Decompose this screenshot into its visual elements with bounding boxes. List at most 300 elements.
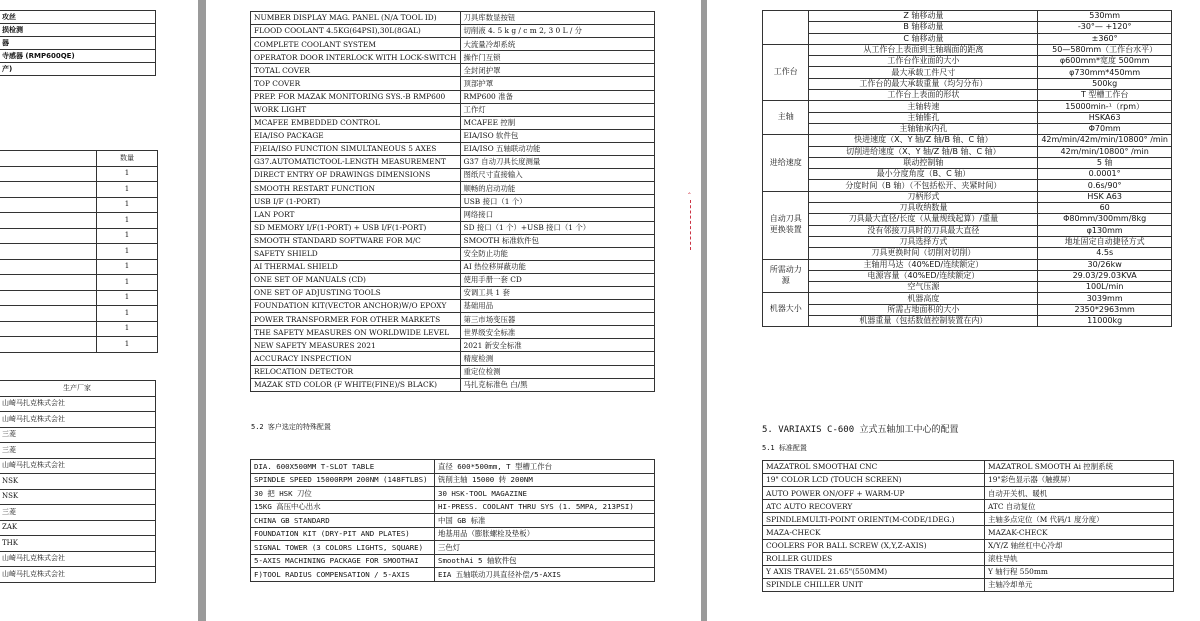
quantity-cell: 1 xyxy=(97,182,158,198)
table-row xyxy=(251,129,655,142)
table-row xyxy=(251,51,655,64)
table-row xyxy=(763,146,1172,157)
blank-cell xyxy=(0,182,97,198)
option-cn: SMOOTH 标准软件包 xyxy=(460,234,654,247)
standard-config-heading: 5.1 标准配置 xyxy=(762,444,807,452)
table-row xyxy=(763,78,1172,89)
table-row xyxy=(251,352,655,365)
spec-name: 主轴用马达（40%ED/连续额定） xyxy=(809,259,1038,270)
special-config-table xyxy=(250,459,655,582)
table-row xyxy=(251,273,655,286)
option-cn: 主轴多点定位（M 代码/1 度分度） xyxy=(985,513,1174,526)
option-en: 30 把 HSK 刀位 xyxy=(251,487,435,501)
table-row xyxy=(0,489,156,505)
option-en: SD MEMORY I/F(1-PORT) + USB I/F(1-PORT) xyxy=(251,221,461,234)
option-en: TOP COVER xyxy=(251,77,461,90)
table-row xyxy=(763,22,1172,33)
spec-value: 3039mm xyxy=(1038,293,1172,304)
table-row xyxy=(251,500,655,514)
option-en: 19" COLOR LCD (TOUCH SCREEN) xyxy=(763,474,985,487)
spec-name: 刀具更换时间（切削对切削） xyxy=(809,248,1038,259)
spec-name: 快进速度（X、Y 轴/Z 轴/B 轴、C 轴） xyxy=(809,135,1038,146)
blank-cell xyxy=(0,337,97,353)
spec-name: 最大承载工件尺寸 xyxy=(809,67,1038,78)
option-cn: 铣削主轴 15000 转 200NM xyxy=(435,473,655,487)
table-row xyxy=(251,339,655,352)
table-row xyxy=(0,520,156,536)
blank-cell xyxy=(0,151,97,167)
table-row xyxy=(0,182,158,198)
table-row xyxy=(763,135,1172,146)
option-cn: RMP600 准备 xyxy=(460,90,654,103)
table-row xyxy=(763,169,1172,180)
spec-name: 空气压源 xyxy=(809,282,1038,293)
option-en: LAN PORT xyxy=(251,208,461,221)
option-cn: 精度检测 xyxy=(460,352,654,365)
table-row xyxy=(763,214,1172,225)
table-row xyxy=(251,64,655,77)
option-en: PREP. FOR MAZAK MONITORING SYS.-B RMP600 xyxy=(251,90,461,103)
quantity-cell: 1 xyxy=(97,244,158,260)
section-title: 5. VARIAXIS C-600 立式五轴加工中心的配置 xyxy=(762,425,959,435)
table-row xyxy=(763,474,1174,487)
option-cn: 马扎克标准色 白/黑 xyxy=(460,378,654,391)
spec-value: 50—580mm（工作台水平） xyxy=(1038,44,1172,55)
option-cn: X/Y/Z 轴丝杠中心冷却 xyxy=(985,539,1174,552)
table-row xyxy=(763,565,1174,578)
option-en: ROLLER GUIDES xyxy=(763,552,985,565)
manufacturer-cell: NSK xyxy=(0,489,156,505)
table-row xyxy=(0,536,156,552)
table-row xyxy=(251,473,655,487)
option-list-table xyxy=(0,10,156,76)
option-cell: 寺感器 (RMP600QE) xyxy=(0,50,156,63)
option-cn: MAZAK-CHECK xyxy=(985,526,1174,539)
spec-name: 联动控制轴 xyxy=(809,157,1038,168)
spec-name: 主轴轴承内孔 xyxy=(809,123,1038,134)
spec-value: 42m/min/42m/min/10800° /min xyxy=(1038,135,1172,146)
spec-value: 100L/min xyxy=(1038,282,1172,293)
manufacturer-cell: 山崎马扎克株式会社 xyxy=(0,551,156,567)
option-en: COMPLETE COOLANT SYSTEM xyxy=(251,38,461,51)
spec-value: HSK A63 xyxy=(1038,191,1172,202)
table-row xyxy=(763,578,1174,591)
option-cn: 三色灯 xyxy=(435,541,655,555)
manufacturer-cell: 山崎马扎克株式会社 xyxy=(0,567,156,583)
quantity-cell: 1 xyxy=(97,321,158,337)
table-row xyxy=(763,236,1172,247)
spec-value: 500kg xyxy=(1038,78,1172,89)
table-row xyxy=(0,151,158,167)
standard-config-table xyxy=(762,460,1174,592)
option-en: POWER TRANSFORMER FOR OTHER MARKETS xyxy=(251,313,461,326)
option-en: SPINDLE CHILLER UNIT xyxy=(763,578,985,591)
table-row xyxy=(763,11,1172,22)
spec-value: 11000kg xyxy=(1038,316,1172,327)
table-row xyxy=(763,123,1172,134)
table-row xyxy=(763,67,1172,78)
table-row xyxy=(0,306,158,322)
spec-value: Φ70mm xyxy=(1038,123,1172,134)
option-en: RELOCATION DETECTOR xyxy=(251,365,461,378)
spec-value: φ600mm*宽度 500mm xyxy=(1038,56,1172,67)
manufacturer-cell: 山崎马扎克株式会社 xyxy=(0,396,156,412)
table-row xyxy=(251,260,655,273)
blank-cell xyxy=(0,244,97,260)
option-cn: HI-PRESS. COOLANT THRU SYS (1. 5MPA, 213PSI) xyxy=(435,500,655,514)
table-row xyxy=(251,326,655,339)
spec-name: 分度时间（B 轴）（不包括松开、夹紧时间） xyxy=(809,180,1038,191)
spec-name: 工作台的最大承载重量（均匀分布） xyxy=(809,78,1038,89)
table-row xyxy=(0,63,156,76)
option-cn: 全封闭护罩 xyxy=(460,64,654,77)
option-en: MCAFEE EMBEDDED CONTROL xyxy=(251,116,461,129)
spec-value: 530mm xyxy=(1038,11,1172,22)
spec-value: 30/26kw xyxy=(1038,259,1172,270)
group-label: 进给速度 xyxy=(763,135,809,191)
option-cn: EIA 五轴联动刀具直径补偿/5-AXIS xyxy=(435,568,655,582)
spec-name: 机器重量（包括数值控制装置在内） xyxy=(809,316,1038,327)
group-label: 工作台 xyxy=(763,44,809,100)
table-row xyxy=(251,221,655,234)
spec-value: 42m/min/10800° /min xyxy=(1038,146,1172,157)
special-config-heading: 5.2 客户选定的特殊配置 xyxy=(251,423,331,431)
spec-name: 没有邻接刀具时的刀具最大直径 xyxy=(809,225,1038,236)
table-row xyxy=(0,427,156,443)
spec-value: T 型槽工作台 xyxy=(1038,90,1172,101)
group-label: 主轴 xyxy=(763,101,809,135)
quantity-cell: 1 xyxy=(97,259,158,275)
table-row xyxy=(763,316,1172,327)
blank-cell xyxy=(0,259,97,275)
quantity-cell: 1 xyxy=(97,290,158,306)
table-row xyxy=(763,112,1172,123)
table-row xyxy=(251,286,655,299)
quantity-cell: 1 xyxy=(97,228,158,244)
option-en: 15KG 高压中心出水 xyxy=(251,500,435,514)
option-cn: MAZATROL SMOOTH Ai 控制系统 xyxy=(985,461,1174,474)
table-row xyxy=(0,275,158,291)
margin-mark: ‸ xyxy=(688,185,691,194)
option-en: NUMBER DISPLAY MAG. PANEL (N/A TOOL ID) xyxy=(251,12,461,25)
option-en: ACCURACY INSPECTION xyxy=(251,352,461,365)
option-cn: 网络接口 xyxy=(460,208,654,221)
table-row xyxy=(251,169,655,182)
table-row xyxy=(0,443,156,459)
option-cn: 第三市场变压器 xyxy=(460,313,654,326)
table-row xyxy=(0,505,156,521)
option-cn: EIA/ISO 五轴联动功能 xyxy=(460,142,654,155)
table-row xyxy=(251,103,655,116)
group-label: 自动刀具更换装置 xyxy=(763,191,809,259)
option-en: THE SAFETY MEASURES ON WORLDWIDE LEVEL xyxy=(251,326,461,339)
quantity-table xyxy=(0,150,158,353)
blank-cell xyxy=(0,228,97,244)
table-row xyxy=(251,568,655,582)
table-row xyxy=(0,337,158,353)
table-row xyxy=(0,197,158,213)
table-row xyxy=(251,365,655,378)
option-en: TOTAL COVER xyxy=(251,64,461,77)
table-row xyxy=(251,90,655,103)
table-row xyxy=(763,500,1174,513)
manufacturer-cell: 三菱 xyxy=(0,427,156,443)
option-cn: 2021 新安全标准 xyxy=(460,339,654,352)
spec-value: 5 轴 xyxy=(1038,157,1172,168)
table-row xyxy=(763,259,1172,270)
table-row xyxy=(763,293,1172,304)
spec-value: ±360° xyxy=(1038,33,1172,44)
table-row xyxy=(0,412,156,428)
table-row xyxy=(763,203,1172,214)
option-en: NEW SAFETY MEASURES 2021 xyxy=(251,339,461,352)
blank-cell xyxy=(0,321,97,337)
option-cn: 主轴冷却单元 xyxy=(985,578,1174,591)
table-row xyxy=(251,156,655,169)
option-cn: 世界级安全标准 xyxy=(460,326,654,339)
spec-name: 最小分度角度（B、C 轴） xyxy=(809,169,1038,180)
table-row xyxy=(763,270,1172,281)
option-cn: EIA/ISO 软件包 xyxy=(460,129,654,142)
option-cell: 攻丝 xyxy=(0,11,156,24)
table-row xyxy=(763,101,1172,112)
spec-name: 机器高度 xyxy=(809,293,1038,304)
table-row xyxy=(763,304,1172,315)
option-en: AI THERMAL SHIELD xyxy=(251,260,461,273)
spec-value: φ730mm*450mm xyxy=(1038,67,1172,78)
option-cn: 安全防止功能 xyxy=(460,247,654,260)
table-row xyxy=(0,458,156,474)
spec-value: 60 xyxy=(1038,203,1172,214)
table-row xyxy=(251,527,655,541)
table-row xyxy=(763,461,1174,474)
table-row xyxy=(251,208,655,221)
option-cn: 顶部护罩 xyxy=(460,77,654,90)
table-row xyxy=(763,513,1174,526)
table-row xyxy=(0,396,156,412)
option-table xyxy=(250,11,655,392)
table-row xyxy=(763,282,1172,293)
column-header: 数量 xyxy=(97,151,158,167)
option-cn: SmoothAi 5 轴软件包 xyxy=(435,554,655,568)
spec-value: 4.5s xyxy=(1038,248,1172,259)
table-row xyxy=(0,11,156,24)
option-cn: AI 热位移屏蔽功能 xyxy=(460,260,654,273)
option-en: DIRECT ENTRY OF DRAWINGS DIMENSIONS xyxy=(251,169,461,182)
spec-name: 主轴锥孔 xyxy=(809,112,1038,123)
option-en: SPINDLEMULTI-POINT ORIENT(M-CODE/1DEG.) xyxy=(763,513,985,526)
option-en: SMOOTH RESTART FUNCTION xyxy=(251,182,461,195)
table-row xyxy=(763,180,1172,191)
option-cn: 30 HSK-TOOL MAGAZINE xyxy=(435,487,655,501)
table-row xyxy=(251,554,655,568)
table-row xyxy=(251,12,655,25)
quantity-cell: 1 xyxy=(97,197,158,213)
manufacturer-cell: 山崎马扎克株式会社 xyxy=(0,412,156,428)
option-cn: SD 接口（1 个）+USB 接口（1 个） xyxy=(460,221,654,234)
table-row xyxy=(251,195,655,208)
option-en: ONE SET OF MANUALS (CD) xyxy=(251,273,461,286)
option-cn: 操作门互锁 xyxy=(460,51,654,64)
quantity-cell: 1 xyxy=(97,275,158,291)
manufacturer-cell: THK xyxy=(0,536,156,552)
option-cn: 使用手册一套 CD xyxy=(460,273,654,286)
spec-name: C 轴移动量 xyxy=(809,33,1038,44)
table-row xyxy=(0,321,158,337)
option-en: SIGNAL TOWER (3 COLORS LIGHTS, SQUARE) xyxy=(251,541,435,555)
table-row xyxy=(763,44,1172,55)
table-row xyxy=(0,244,158,260)
option-cn: 工作灯 xyxy=(460,103,654,116)
spec-name: 主轴转速 xyxy=(809,101,1038,112)
margin-mark xyxy=(690,200,699,250)
spec-name: 刀具最大直径/长度（从量规线起算）/重量 xyxy=(809,214,1038,225)
spec-name: 刀具选择方式 xyxy=(809,236,1038,247)
option-cn: 基础用品 xyxy=(460,300,654,313)
option-cn: 大流量冷却系统 xyxy=(460,38,654,51)
table-row xyxy=(251,313,655,326)
option-cn: USB 接口（1 个） xyxy=(460,195,654,208)
option-cn: 中国 GB 标准 xyxy=(435,514,655,528)
option-cn: 图纸尺寸直接输入 xyxy=(460,169,654,182)
table-row xyxy=(251,142,655,155)
quantity-cell: 1 xyxy=(97,306,158,322)
spec-name: 电源容量（40%ED/连续额定） xyxy=(809,270,1038,281)
table-row xyxy=(0,290,158,306)
table-row xyxy=(0,228,158,244)
option-en: AUTO POWER ON/OFF + WARM-UP xyxy=(763,487,985,500)
table-row xyxy=(251,77,655,90)
table-row xyxy=(763,33,1172,44)
option-en: MAZAK STD COLOR (F WHITE(FINE)/S BLACK) xyxy=(251,378,461,391)
table-row xyxy=(763,539,1174,552)
group-label: 所需动力源 xyxy=(763,259,809,293)
option-en: F)TOOL RADIUS COMPENSATION / 5-AXIS xyxy=(251,568,435,582)
spec-table xyxy=(762,10,1172,327)
option-en: SPINDLE SPEED 15000RPM 200NM (148FTLBS) xyxy=(251,473,435,487)
table-row xyxy=(251,378,655,391)
option-cn: 重定位检测 xyxy=(460,365,654,378)
table-row xyxy=(251,182,655,195)
table-row xyxy=(251,38,655,51)
option-cn: 刀具库数显按钮 xyxy=(460,12,654,25)
blank-cell xyxy=(0,290,97,306)
option-en: WORK LIGHT xyxy=(251,103,461,116)
table-row xyxy=(0,474,156,490)
option-cell: 损检测 xyxy=(0,24,156,37)
column-header: 生产厂家 xyxy=(0,381,156,397)
table-row xyxy=(251,25,655,38)
spec-name: 切削进给速度（X、Y 轴/Z 轴/B 轴、C 轴） xyxy=(809,146,1038,157)
table-row xyxy=(763,552,1174,565)
blank-cell xyxy=(0,306,97,322)
option-cn: 切削液 4. 5 k g / c m 2, 3 0 L / 分 xyxy=(460,25,654,38)
option-en: Y AXIS TRAVEL 21.65"(550MM) xyxy=(763,565,985,578)
blank-cell xyxy=(0,197,97,213)
spec-name: 所需占地面积的大小 xyxy=(809,304,1038,315)
option-cell: 器 xyxy=(0,37,156,50)
spec-value: φ130mm xyxy=(1038,225,1172,236)
table-row xyxy=(763,248,1172,259)
manufacturer-table xyxy=(0,380,156,583)
option-en: FOUNDATION KIT(VECTOR ANCHOR)W/O EPOXY xyxy=(251,300,461,313)
table-row xyxy=(763,157,1172,168)
manufacturer-cell: 三菱 xyxy=(0,505,156,521)
table-row xyxy=(0,213,158,229)
option-en: SAFETY SHIELD xyxy=(251,247,461,260)
table-row xyxy=(251,487,655,501)
option-en: OPERATOR DOOR INTERLOCK WITH LOCK-SWITCH xyxy=(251,51,461,64)
option-cn: Y 轴行程 550mm xyxy=(985,565,1174,578)
table-row xyxy=(251,514,655,528)
option-en: ATC AUTO RECOVERY xyxy=(763,500,985,513)
table-row xyxy=(0,567,156,583)
table-row xyxy=(251,116,655,129)
option-en: EIA/ISO PACKAGE xyxy=(251,129,461,142)
manufacturer-cell: NSK xyxy=(0,474,156,490)
blank-cell xyxy=(0,166,97,182)
table-row xyxy=(0,551,156,567)
spec-value: 0.0001° xyxy=(1038,169,1172,180)
table-row xyxy=(0,259,158,275)
option-en: USB I/F (1-PORT) xyxy=(251,195,461,208)
blank-cell xyxy=(0,213,97,229)
option-cell: 产) xyxy=(0,63,156,76)
spec-name: 从工作台上表面到主轴端面的距离 xyxy=(809,44,1038,55)
manufacturer-cell: 三菱 xyxy=(0,443,156,459)
table-row xyxy=(763,526,1174,539)
option-en: FLOOD COOLANT 4.5KG(64PSI),30L(8GAL) xyxy=(251,25,461,38)
table-row xyxy=(0,50,156,63)
spec-value: -30°— +120° xyxy=(1038,22,1172,33)
blank-cell xyxy=(0,275,97,291)
table-row xyxy=(0,381,156,397)
quantity-cell: 1 xyxy=(97,337,158,353)
table-row xyxy=(251,247,655,260)
table-row xyxy=(0,24,156,37)
spec-value: Φ80mm/300mm/8kg xyxy=(1038,214,1172,225)
spec-name: 刀柄形式 xyxy=(809,191,1038,202)
table-row xyxy=(763,56,1172,67)
table-row xyxy=(251,300,655,313)
option-en: ONE SET OF ADJUSTING TOOLS xyxy=(251,286,461,299)
table-row xyxy=(763,90,1172,101)
page-left xyxy=(0,0,198,621)
option-cn: 顺畅的启动功能 xyxy=(460,182,654,195)
option-en: MAZATROL SMOOTHAI CNC xyxy=(763,461,985,474)
table-row xyxy=(763,487,1174,500)
option-en: MAZA-CHECK xyxy=(763,526,985,539)
option-cn: 安调工具 1 套 xyxy=(460,286,654,299)
group-label xyxy=(763,11,809,45)
page-right xyxy=(707,0,1200,621)
manufacturer-cell: 山崎马扎克株式会社 xyxy=(0,458,156,474)
option-cn: ATC 自动复位 xyxy=(985,500,1174,513)
manufacturer-cell: ZAK xyxy=(0,520,156,536)
option-cn: G37 自动刀具长度测量 xyxy=(460,156,654,169)
table-row xyxy=(251,541,655,555)
table-row xyxy=(763,191,1172,202)
option-cn: MCAFEE 控制 xyxy=(460,116,654,129)
option-en: F)EIA/ISO FUNCTION SIMULTANEOUS 5 AXES xyxy=(251,142,461,155)
spec-value: 地址固定自动捷径方式 xyxy=(1038,236,1172,247)
spec-value: 29.03/29.03KVA xyxy=(1038,270,1172,281)
spec-name: 刀具收纳数量 xyxy=(809,203,1038,214)
option-en: COOLERS FOR BALL SCREW (X,Y,Z-AXIS) xyxy=(763,539,985,552)
spec-value: 0.6s/90° xyxy=(1038,180,1172,191)
option-cn: 地基用品（膨胀螺栓及垫板） xyxy=(435,527,655,541)
option-en: SMOOTH STANDARD SOFTWARE FOR M/C xyxy=(251,234,461,247)
